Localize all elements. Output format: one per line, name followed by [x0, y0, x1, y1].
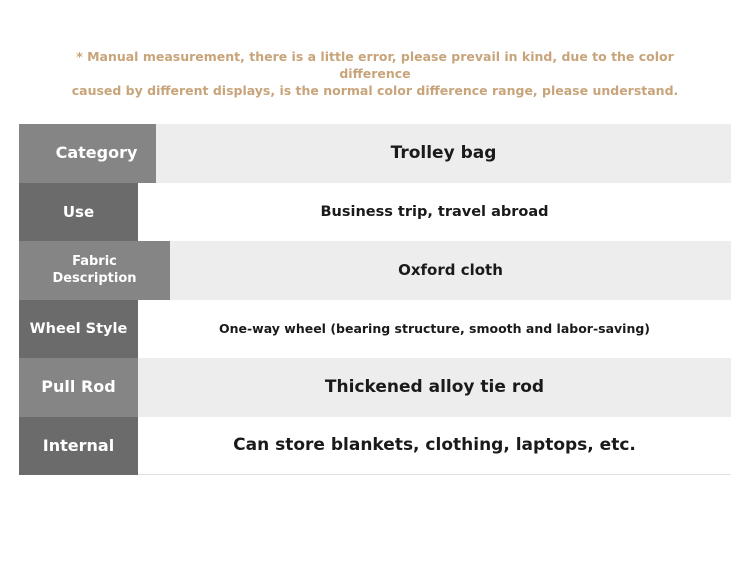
spec-value: Trolley bag	[156, 124, 731, 183]
spec-label: Category	[19, 124, 156, 183]
disclaimer-line-1: * Manual measurement, there is a little error, please prevail in kind, due to the color difference	[76, 49, 674, 81]
spec-row-use	[19, 183, 731, 242]
spec-label: Pull Rod	[19, 358, 138, 417]
spec-table	[19, 124, 731, 475]
spec-value: Can store blankets, clothing, laptops, etc.	[138, 417, 731, 476]
spec-value: Oxford cloth	[170, 241, 731, 300]
spec-row-wheel	[19, 300, 731, 359]
spec-row-fabric	[19, 241, 731, 300]
spec-label: Fabric Description	[19, 241, 170, 300]
spec-value: One-way wheel (bearing structure, smooth and labor-saving)	[138, 300, 731, 359]
measurement-disclaimer	[40, 48, 710, 99]
spec-value: Business trip, travel abroad	[138, 183, 731, 242]
spec-label: Use	[19, 183, 138, 242]
spec-value: Thickened alloy tie rod	[138, 358, 731, 417]
disclaimer-line-2: caused by different displays, is the normal color difference range, please understand.	[71, 83, 679, 98]
spec-label: Wheel Style	[19, 300, 138, 359]
spec-row-category	[19, 124, 731, 183]
spec-row-pull-rod	[19, 358, 731, 417]
spec-row-internal	[19, 417, 731, 476]
spec-label: Internal	[19, 417, 138, 476]
